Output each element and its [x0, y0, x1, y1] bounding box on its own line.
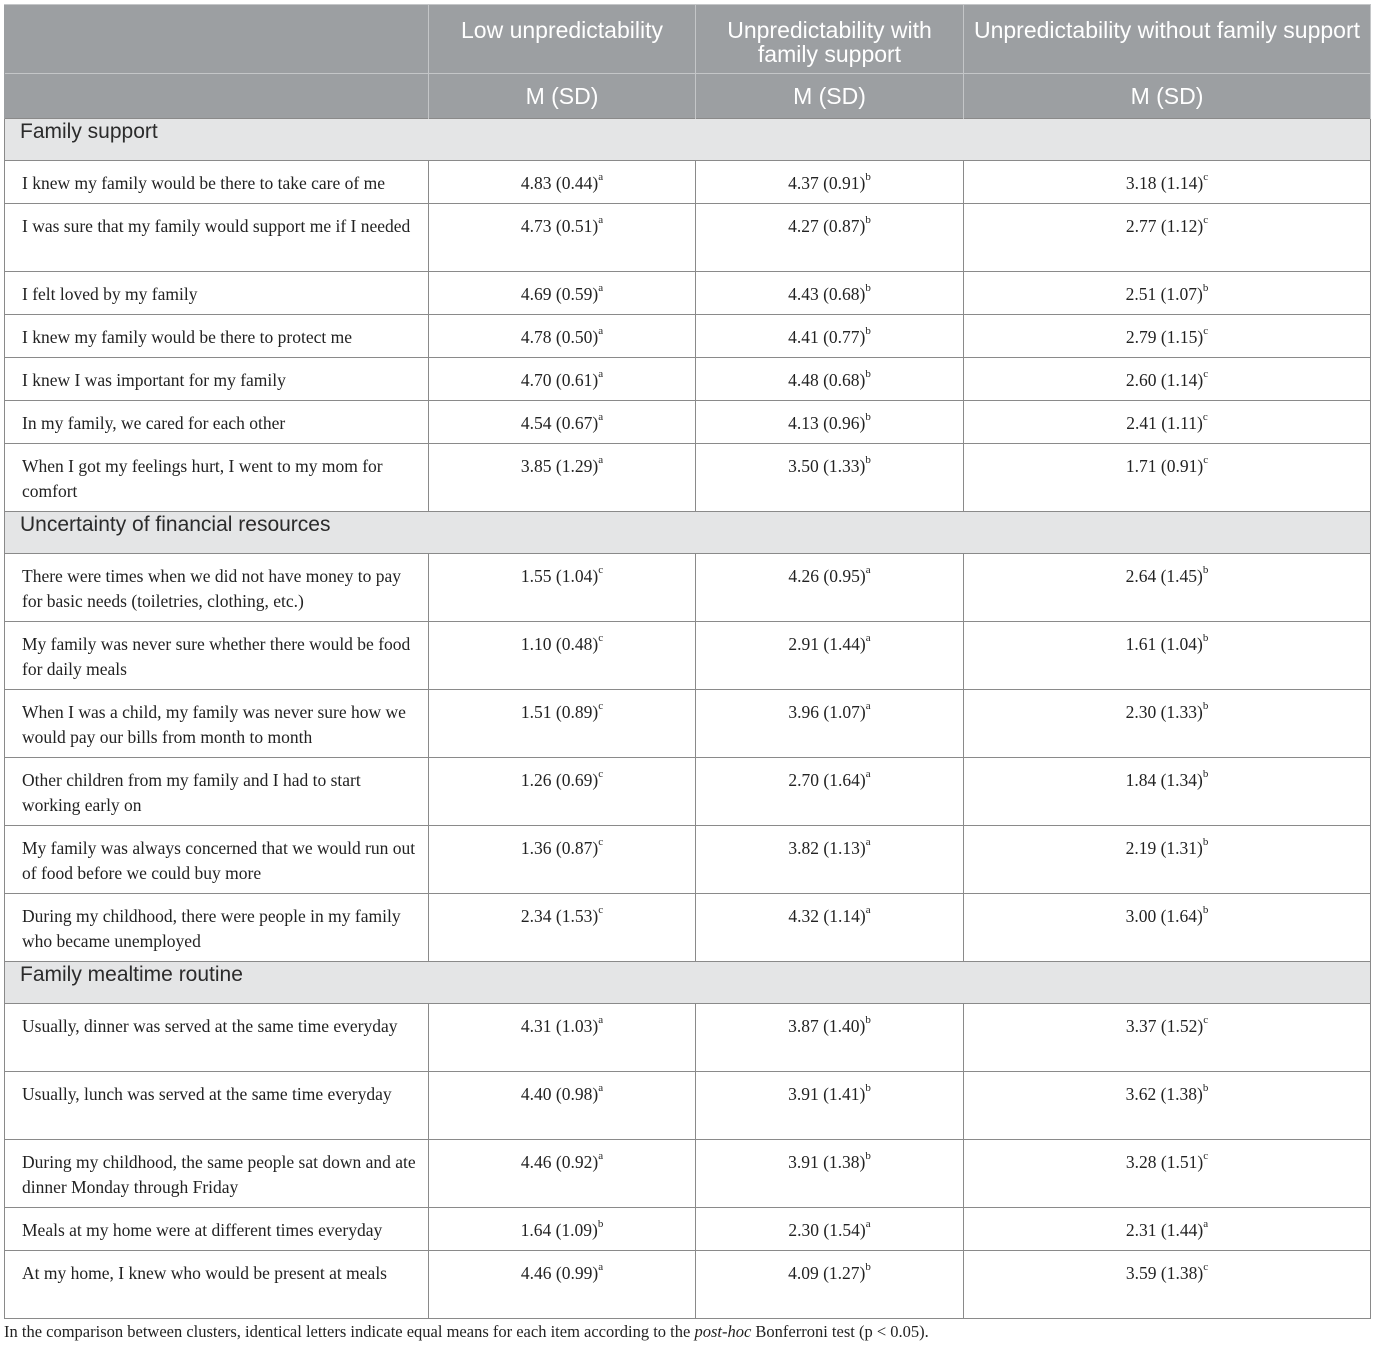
section-title: Family support [5, 119, 1371, 161]
mean-sd-value: 4.48 (0.68) [788, 370, 866, 390]
group-letter: a [865, 1218, 871, 1231]
group-letter: b [1202, 836, 1209, 849]
mean-sd-value: 3.59 (1.38) [1125, 1263, 1204, 1283]
mean-sd-value: 2.19 (1.31) [1125, 838, 1203, 858]
mean-sd-value: 4.09 (1.27) [788, 1263, 866, 1283]
section-row [5, 512, 1371, 554]
group-letter: c [1202, 411, 1208, 424]
mean-sd-cell [696, 622, 964, 690]
table-row [5, 272, 1371, 315]
group-letter: c [1203, 325, 1209, 338]
group-letter: c [598, 564, 604, 577]
group-letter: c [598, 768, 604, 781]
header-row [5, 5, 1371, 74]
mean-sd-value: 1.10 (0.48) [520, 634, 599, 654]
group-letter: b [865, 214, 871, 227]
mean-sd-cell [429, 554, 696, 622]
item-label: When I got my feelings hurt, I went to my mom for comfort [5, 444, 429, 512]
group-letter: c [1203, 368, 1209, 381]
mean-sd-value: 2.79 (1.15) [1125, 327, 1204, 347]
table-row [5, 554, 1371, 622]
stat-label: M (SD) [429, 74, 696, 119]
item-label: I knew my family would be there to take care of me [5, 161, 429, 204]
item-label: Meals at my home were at different times everyday [5, 1208, 429, 1251]
table-row [5, 894, 1371, 962]
mean-sd-value: 2.34 (1.53) [520, 906, 599, 926]
mean-sd-cell [964, 401, 1371, 444]
mean-sd-cell [964, 690, 1371, 758]
group-letter: b [865, 368, 871, 381]
mean-sd-value: 4.40 (0.98) [520, 1084, 599, 1104]
header-col-without-support: Unpredictability without family support [964, 5, 1371, 74]
stat-label: M (SD) [964, 74, 1371, 119]
item-label: Other children from my family and I had to start working early on [5, 758, 429, 826]
mean-sd-cell [429, 161, 696, 204]
mean-sd-cell [964, 894, 1371, 962]
table-row [5, 204, 1371, 272]
group-letter: b [1202, 904, 1209, 917]
group-letter: c [598, 836, 604, 849]
mean-sd-cell [696, 1004, 964, 1072]
mean-sd-cell [696, 894, 964, 962]
group-letter: a [598, 171, 604, 184]
mean-sd-cell [964, 1251, 1371, 1319]
mean-sd-cell [696, 758, 964, 826]
mean-sd-value: 2.41 (1.11) [1126, 413, 1203, 433]
table-footnote [4, 1322, 1370, 1342]
table-row [5, 1208, 1371, 1251]
group-letter: b [1202, 564, 1209, 577]
mean-sd-cell [429, 1072, 696, 1140]
mean-sd-value: 2.31 (1.44) [1125, 1220, 1204, 1240]
mean-sd-value: 2.30 (1.33) [1125, 702, 1203, 722]
mean-sd-value: 3.37 (1.52) [1125, 1016, 1204, 1036]
mean-sd-cell [964, 1072, 1371, 1140]
group-letter: b [865, 1082, 871, 1095]
group-letter: c [1203, 1150, 1209, 1163]
table-row [5, 1004, 1371, 1072]
mean-sd-value: 2.77 (1.12) [1125, 216, 1204, 236]
item-label: During my childhood, there were people in my family who became unemployed [5, 894, 429, 962]
group-letter: c [598, 700, 604, 713]
mean-sd-cell [964, 272, 1371, 315]
mean-sd-value: 2.70 (1.64) [788, 770, 866, 790]
item-label: In my family, we cared for each other [5, 401, 429, 444]
subheader-row [5, 74, 1371, 119]
group-letter: a [598, 214, 604, 227]
group-letter: a [865, 564, 871, 577]
table-row [5, 1072, 1371, 1140]
mean-sd-value: 4.13 (0.96) [788, 413, 866, 433]
mean-sd-cell [696, 204, 964, 272]
mean-sd-value: 1.51 (0.89) [520, 702, 599, 722]
group-letter: a [598, 411, 604, 424]
group-letter: b [865, 171, 871, 184]
mean-sd-value: 4.26 (0.95) [788, 566, 866, 586]
mean-sd-cell [964, 826, 1371, 894]
mean-sd-cell [429, 204, 696, 272]
footnote-text: In the comparison between clusters, identical letters indicate equal means for each item according to the [4, 1322, 695, 1341]
mean-sd-cell [429, 622, 696, 690]
mean-sd-value: 1.64 (1.09) [520, 1220, 598, 1240]
mean-sd-cell [429, 1208, 696, 1251]
mean-sd-cell [429, 272, 696, 315]
mean-sd-cell [696, 444, 964, 512]
mean-sd-value: 2.51 (1.07) [1125, 284, 1203, 304]
mean-sd-cell [964, 1140, 1371, 1208]
item-label: Usually, dinner was served at the same time everyday [5, 1004, 429, 1072]
group-letter: c [1203, 454, 1209, 467]
header-col-with-support: Unpredictability with family support [696, 5, 964, 74]
group-letter: a [865, 904, 871, 917]
mean-sd-value: 4.83 (0.44) [520, 173, 599, 193]
mean-sd-value: 1.55 (1.04) [520, 566, 599, 586]
mean-sd-cell [696, 272, 964, 315]
mean-sd-cell [696, 401, 964, 444]
mean-sd-cell [696, 826, 964, 894]
group-letter: a [865, 700, 871, 713]
table-row [5, 358, 1371, 401]
group-letter: b [865, 1014, 871, 1027]
mean-sd-cell [429, 894, 696, 962]
footnote-text-end: Bonferroni test (p < 0.05). [751, 1322, 929, 1341]
mean-sd-value: 3.00 (1.64) [1125, 906, 1203, 926]
item-label: My family was never sure whether there would be food for daily meals [5, 622, 429, 690]
mean-sd-value: 1.84 (1.34) [1125, 770, 1203, 790]
group-letter: a [598, 325, 604, 338]
group-letter: b [865, 282, 871, 295]
group-letter: a [865, 632, 871, 645]
table-row [5, 161, 1371, 204]
group-letter: a [598, 1082, 604, 1095]
mean-sd-value: 1.61 (1.04) [1125, 634, 1203, 654]
mean-sd-cell [964, 554, 1371, 622]
mean-sd-value: 3.50 (1.33) [788, 456, 866, 476]
mean-sd-value: 1.26 (0.69) [520, 770, 599, 790]
mean-sd-value: 1.71 (0.91) [1125, 456, 1204, 476]
mean-sd-value: 3.96 (1.07) [788, 702, 866, 722]
stat-label: M (SD) [696, 74, 964, 119]
mean-sd-value: 4.32 (1.14) [788, 906, 866, 926]
group-letter: a [598, 454, 604, 467]
mean-sd-cell [696, 161, 964, 204]
group-letter: b [1202, 632, 1209, 645]
header-blank-cell [5, 5, 429, 74]
group-letter: a [1203, 1218, 1209, 1231]
table-row [5, 1140, 1371, 1208]
item-label: My family was always concerned that we would run out of food before we could buy more [5, 826, 429, 894]
group-letter: b [1202, 1082, 1209, 1095]
mean-sd-cell [964, 1004, 1371, 1072]
group-letter: a [598, 1150, 604, 1163]
mean-sd-cell [429, 826, 696, 894]
item-label: I was sure that my family would support me if I needed [5, 204, 429, 272]
mean-sd-cell [429, 758, 696, 826]
table-row [5, 444, 1371, 512]
mean-sd-value: 4.43 (0.68) [788, 284, 866, 304]
mean-sd-cell [429, 401, 696, 444]
group-letter: a [598, 368, 604, 381]
group-letter: c [1203, 171, 1209, 184]
group-letter: b [597, 1218, 604, 1231]
mean-sd-value: 4.31 (1.03) [520, 1016, 599, 1036]
mean-sd-cell [429, 1140, 696, 1208]
group-letter: a [865, 836, 871, 849]
mean-sd-cell [696, 1072, 964, 1140]
item-label: I felt loved by my family [5, 272, 429, 315]
mean-sd-value: 2.91 (1.44) [788, 634, 866, 654]
mean-sd-value: 2.30 (1.54) [788, 1220, 866, 1240]
table-row [5, 622, 1371, 690]
mean-sd-value: 4.37 (0.91) [788, 173, 866, 193]
group-letter: c [598, 632, 604, 645]
footnote-italic: post-hoc [694, 1322, 752, 1341]
section-title: Family mealtime routine [5, 962, 1371, 1004]
item-label: Usually, lunch was served at the same time everyday [5, 1072, 429, 1140]
group-letter: c [598, 904, 604, 917]
table-row [5, 315, 1371, 358]
mean-sd-cell [429, 1251, 696, 1319]
section-row [5, 119, 1371, 161]
mean-sd-value: 4.41 (0.77) [788, 327, 866, 347]
mean-sd-value: 1.36 (0.87) [520, 838, 599, 858]
item-label: I knew I was important for my family [5, 358, 429, 401]
group-letter: a [598, 282, 604, 295]
mean-sd-cell [696, 315, 964, 358]
group-letter: a [865, 768, 871, 781]
mean-sd-cell [429, 358, 696, 401]
mean-sd-value: 3.18 (1.14) [1125, 173, 1204, 193]
group-letter: c [1203, 1014, 1209, 1027]
mean-sd-value: 3.28 (1.51) [1125, 1152, 1204, 1172]
mean-sd-value: 4.46 (0.92) [520, 1152, 599, 1172]
group-letter: c [1203, 214, 1209, 227]
mean-sd-cell [964, 622, 1371, 690]
mean-sd-value: 3.85 (1.29) [520, 456, 599, 476]
section-title: Uncertainty of financial resources [5, 512, 1371, 554]
group-letter: a [598, 1261, 604, 1274]
mean-sd-value: 4.78 (0.50) [520, 327, 599, 347]
mean-sd-cell [429, 690, 696, 758]
mean-sd-value: 3.91 (1.41) [788, 1084, 866, 1104]
mean-sd-value: 4.27 (0.87) [788, 216, 866, 236]
mean-sd-value: 4.54 (0.67) [520, 413, 599, 433]
mean-sd-cell [964, 358, 1371, 401]
group-letter: b [1202, 768, 1209, 781]
mean-sd-value: 3.82 (1.13) [788, 838, 866, 858]
group-letter: b [865, 1261, 871, 1274]
mean-sd-value: 2.64 (1.45) [1125, 566, 1203, 586]
group-letter: b [865, 454, 871, 467]
mean-sd-cell [696, 690, 964, 758]
mean-sd-value: 3.91 (1.38) [788, 1152, 866, 1172]
group-letter: b [865, 1150, 871, 1163]
subheader-blank-cell [5, 74, 429, 119]
mean-sd-cell [964, 315, 1371, 358]
item-label: During my childhood, the same people sat down and ate dinner Monday through Friday [5, 1140, 429, 1208]
mean-sd-value: 2.60 (1.14) [1125, 370, 1204, 390]
mean-sd-value: 4.46 (0.99) [520, 1263, 599, 1283]
table-row [5, 401, 1371, 444]
group-letter: a [598, 1014, 604, 1027]
item-label: I knew my family would be there to protect me [5, 315, 429, 358]
group-letter: b [865, 411, 871, 424]
mean-sd-cell [696, 554, 964, 622]
mean-sd-cell [964, 444, 1371, 512]
mean-sd-cell [964, 204, 1371, 272]
mean-sd-cell [696, 358, 964, 401]
group-letter: b [1202, 700, 1209, 713]
mean-sd-value: 4.69 (0.59) [520, 284, 599, 304]
table-row [5, 1251, 1371, 1319]
mean-sd-value: 3.87 (1.40) [788, 1016, 866, 1036]
table-row [5, 826, 1371, 894]
mean-sd-cell [964, 1208, 1371, 1251]
mean-sd-value: 4.73 (0.51) [520, 216, 599, 236]
mean-sd-cell [429, 444, 696, 512]
mean-sd-cell [696, 1208, 964, 1251]
item-label: At my home, I knew who would be present at meals [5, 1251, 429, 1319]
section-row [5, 962, 1371, 1004]
mean-sd-cell [964, 758, 1371, 826]
group-letter: b [1202, 282, 1209, 295]
group-letter: b [865, 325, 871, 338]
table-row [5, 758, 1371, 826]
mean-sd-value: 4.70 (0.61) [520, 370, 599, 390]
item-label: When I was a child, my family was never sure how we would pay our bills from month to month [5, 690, 429, 758]
mean-sd-cell [696, 1251, 964, 1319]
mean-sd-value: 3.62 (1.38) [1125, 1084, 1203, 1104]
mean-sd-cell [429, 315, 696, 358]
results-table [4, 4, 1371, 1319]
group-letter: c [1203, 1261, 1209, 1274]
mean-sd-cell [429, 1004, 696, 1072]
table-row [5, 690, 1371, 758]
header-col-low: Low unpredictability [429, 5, 696, 74]
mean-sd-cell [964, 161, 1371, 204]
item-label: There were times when we did not have money to pay for basic needs (toiletries, clothing, etc.) [5, 554, 429, 622]
mean-sd-cell [696, 1140, 964, 1208]
